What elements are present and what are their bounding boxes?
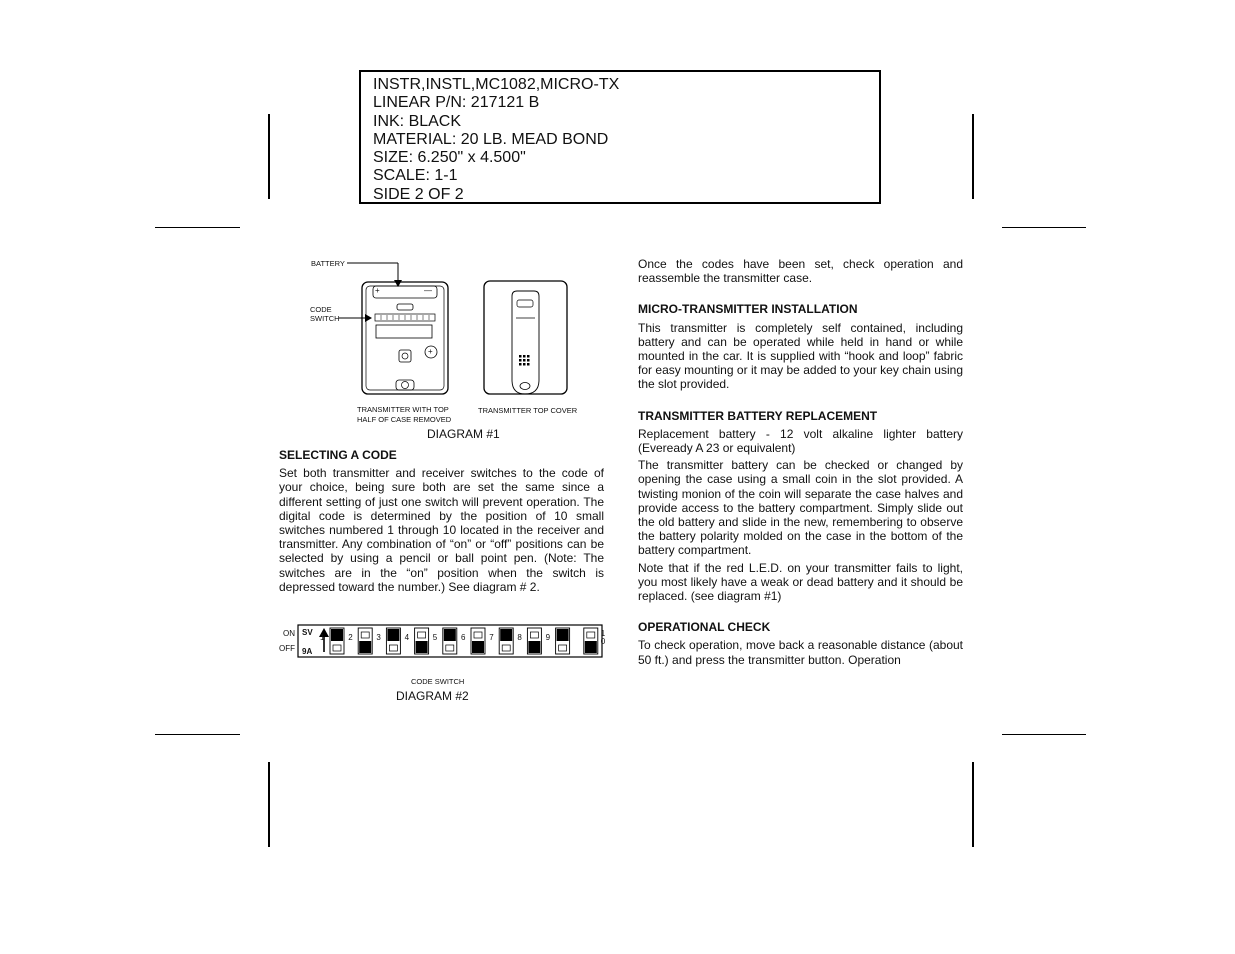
switch-2-knob (361, 632, 369, 638)
on-label: ON (283, 629, 295, 638)
off-label: OFF (279, 644, 295, 653)
switch-7-fill (500, 629, 512, 641)
header-line-ink: INK: BLACK (373, 112, 462, 130)
switch-9-knob (559, 645, 567, 651)
header-line-title: INSTR,INSTL,MC1082,MICRO-TX (373, 76, 620, 93)
switch-7-knob (502, 645, 510, 651)
header-line-side: SIDE 2 OF 2 (373, 185, 464, 203)
switch-1-fill (331, 629, 343, 641)
diagram-2-title: DIAGRAM #2 (396, 689, 469, 703)
switch-4-knob (418, 632, 426, 638)
installation-paragraph: This transmitter is completely self contained, including battery and can be operated while held in hand or while mounted in the car. It is supplied with “hook and loop” fabric for easy mounting or it may be added to your key chain using the slot provided. (638, 320, 963, 392)
switch-2-fill (359, 641, 371, 653)
ba-label: 9A (302, 647, 313, 656)
intro-paragraph: Once the codes have been set, check operation and reassemble the transmitter case. (638, 257, 963, 286)
switch-number-8: 8 (517, 633, 522, 642)
left-caption-line-2: HALF OF CASE REMOVED (357, 415, 452, 424)
code-label: CODE (310, 305, 332, 314)
switch-number-7: 7 (489, 633, 494, 642)
switch-4-fill (416, 641, 428, 653)
battery-paragraph-3: Note that if the red L.E.D. on your transmitter fails to light, you most likely have a weak or dead battery and it should be replaced. (see diagram #1) (638, 560, 963, 604)
selecting-code-heading: SELECTING A CODE (279, 448, 397, 462)
right-caption: TRANSMITTER TOP COVER (478, 406, 578, 415)
battery-label: BATTERY (311, 259, 345, 268)
header-line-size: SIZE: 6.250" x 4.500" (373, 149, 526, 167)
battery-paragraph-2: The transmitter battery can be checked or changed by opening the case using a small coin in the slot provided. A twisting monion of the coin will separate the case halves and provide access to the battery compartment. Simply slide out the old battery and slide in the new, remembering to observe the battery polarity molded on the case in the bottom of the battery compartment. (638, 458, 963, 558)
switch-8-knob (530, 632, 538, 638)
battery-paragraph-1: Replacement battery - 12 volt alkaline lighter battery (Eveready A 23 or equivalent) (638, 426, 963, 456)
header-line-scale: SCALE: 1-1 (373, 167, 458, 185)
diagram-1-title: DIAGRAM #1 (427, 427, 500, 441)
header-line-material: MATERIAL: 20 LB. MEAD BOND (373, 130, 609, 148)
switch-number-1: 1 (320, 633, 325, 642)
switch-number-4: 4 (404, 633, 410, 642)
code-switch-caption: CODE SWITCH (411, 677, 465, 686)
operational-check-heading: OPERATIONAL CHECK (638, 620, 771, 635)
switch-label: SWITCH (310, 314, 340, 323)
battery-minus-mark: — (424, 286, 432, 295)
switch-number-2: 2 (348, 633, 353, 642)
selecting-code-paragraph: Set both transmitter and receiver switches to the code of your choice, being sure both are set the same since a different setting of just one switch will prevent operation. The digital code is determined by the position of 10 small switches numbered 1 through 10 located in the receiver and transmitter. Any combination of “on” or “off” positions can be selected by using a pencil or ball point pen. (Note: The switches are in the “on” position when the switch is depressed toward the number.) See diagram # 2. (279, 466, 604, 594)
switch-number-3: 3 (376, 633, 381, 642)
battery-replacement-heading: TRANSMITTER BATTERY REPLACEMENT (638, 408, 878, 423)
switch-number-5: 5 (432, 633, 438, 642)
installation-heading: MICRO-TRANSMITTER INSTALLATION (638, 302, 858, 317)
header-line-part-number: LINEAR P/N: 217121 B (373, 94, 540, 112)
switch-number-6: 6 (461, 633, 466, 642)
switch-6-fill (472, 641, 484, 653)
right-column (638, 257, 963, 670)
left-caption-line-1: TRANSMITTER WITH TOP (357, 405, 449, 414)
operational-check-paragraph: To check operation, move back a reasonable distance (about 50 ft.) and press the transmitter button. Operation (638, 638, 963, 667)
switch-6-knob (474, 632, 482, 638)
switch-3-fill (387, 629, 399, 641)
sv-label: SV (302, 628, 313, 637)
battery-plus-mark: + (375, 286, 380, 295)
switch-10-fill (585, 641, 597, 653)
switch-10-knob (587, 632, 595, 638)
switch-5-knob (446, 645, 454, 651)
switch-9-fill (557, 629, 569, 641)
switch-number-9: 9 (545, 633, 551, 642)
switch-8-fill (528, 641, 540, 653)
switch-3-knob (389, 645, 397, 651)
switch-1-knob (333, 645, 341, 651)
switch-5-fill (444, 629, 456, 641)
polarity-plus-glyph: + (428, 347, 433, 356)
switch-number-10: 10 (600, 629, 606, 646)
